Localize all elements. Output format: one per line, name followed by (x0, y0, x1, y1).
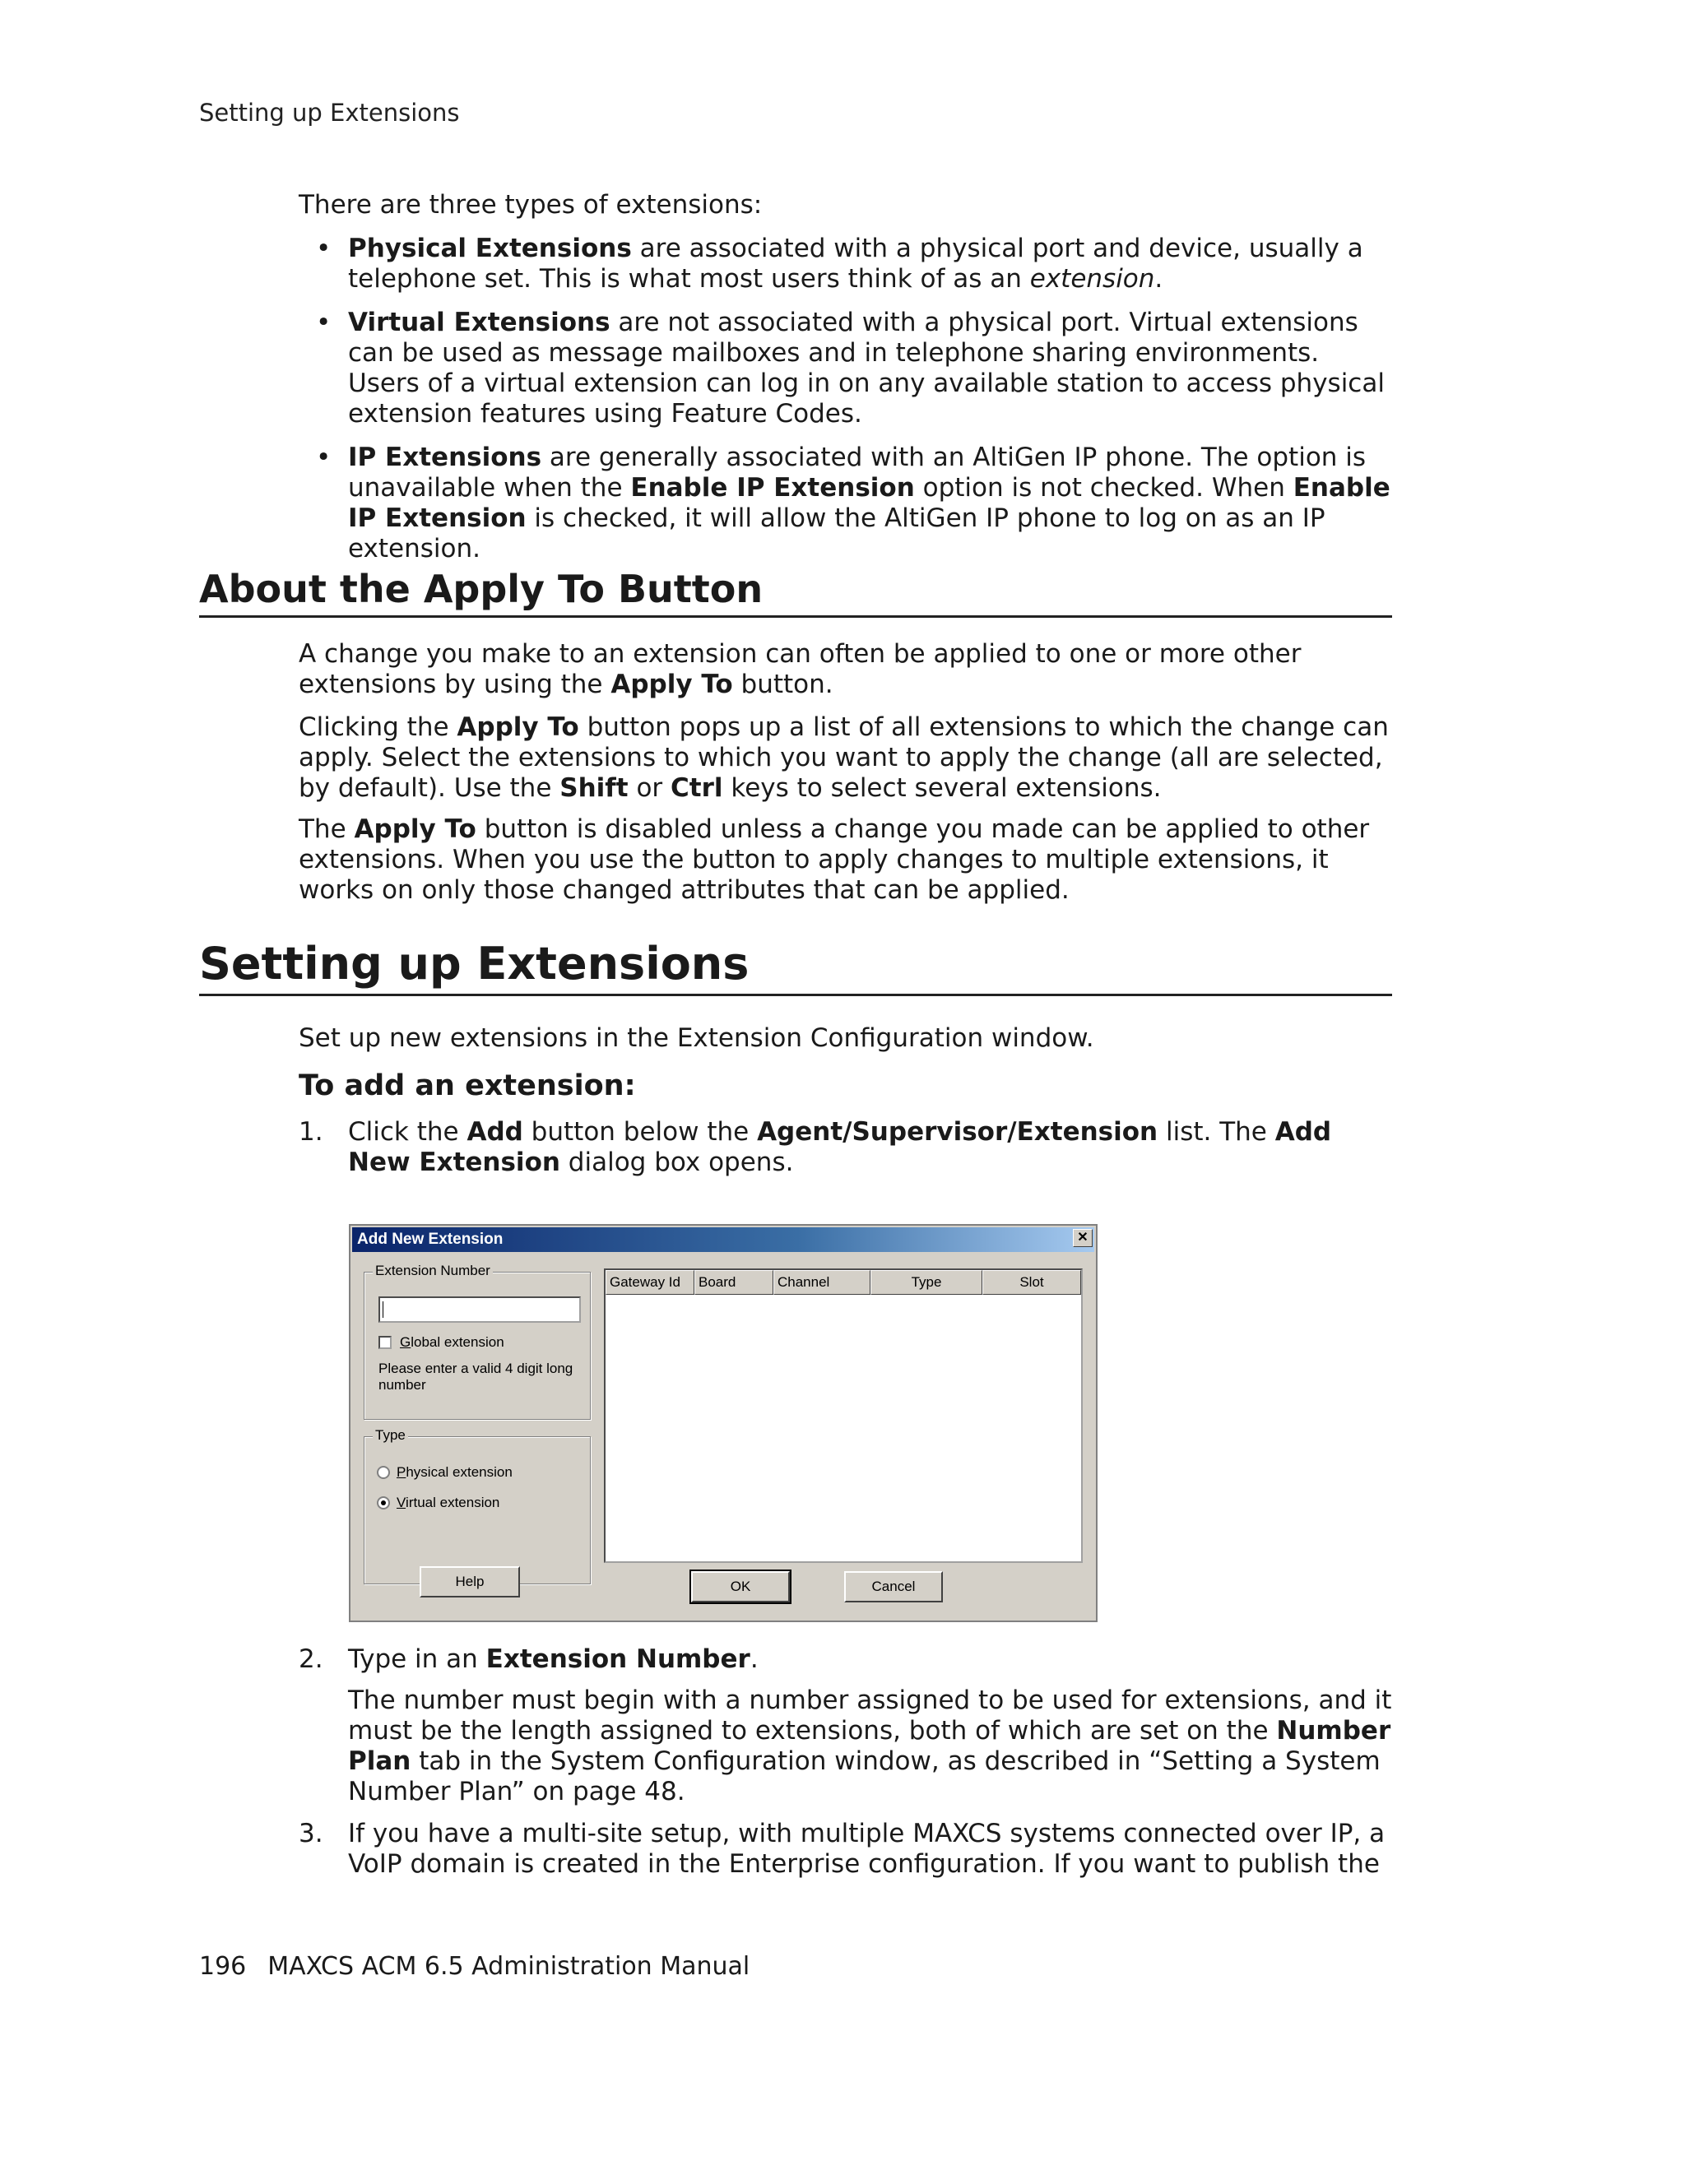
hint-text: Please enter a valid 4 digit long number (378, 1361, 573, 1393)
port-listview[interactable] (604, 1268, 1083, 1563)
global-extension-checkbox[interactable] (378, 1336, 392, 1349)
physical-extension-label[interactable] (397, 1464, 513, 1481)
step-text: dialog box opens. (559, 1148, 794, 1177)
mnemonic: G (400, 1334, 411, 1350)
column-slot[interactable]: Slot (982, 1270, 1081, 1295)
step-text: Click the (348, 1117, 467, 1147)
label-text: irtual extension (406, 1495, 500, 1510)
para-text: button is disabled unless a change you made can be applied to other extensions. When you use the button to apply changes to multiple extensions, it works on only those changed attributes that can be applied. (299, 814, 1370, 905)
bold-enable-ip: Enable IP Extension (348, 473, 1390, 533)
close-icon[interactable]: ✕ (1073, 1229, 1093, 1247)
add-new-extension-dialog (349, 1224, 1098, 1622)
step-text: The number must begin with a number assigned to be used for extensions, and it must be the length assigned to extensions, both of which are set on the (348, 1686, 1392, 1746)
step-text: If you have a multi-site setup, with multiple MAXCS systems connected over IP, a VoIP domain is created in the Enterprise configuration. If you want to publish the (348, 1819, 1386, 1879)
type-group-label: Type (373, 1427, 408, 1444)
bullet-marker: • (316, 234, 332, 263)
label-text: lobal extension (411, 1334, 504, 1350)
step-text: tab in the System Configuration window, as described in “Setting a System Number Plan” on page 48. (348, 1746, 1381, 1806)
term-physical: Physical Extensions (348, 234, 632, 263)
running-header: Setting up Extensions (199, 99, 460, 127)
global-extension-label[interactable] (400, 1334, 504, 1351)
heading-setting-up: Setting up Extensions (199, 938, 1392, 996)
ok-button[interactable]: OK (691, 1571, 790, 1602)
column-gateway-id[interactable]: Gateway Id (606, 1270, 694, 1295)
procedure-title: To add an extension: (299, 1069, 636, 1102)
bullet-marker: • (316, 308, 332, 337)
bold-ctrl: Ctrl (671, 773, 723, 803)
bold-dialog-name: Add New Extension (348, 1117, 1332, 1177)
bold-extension-number: Extension Number (485, 1644, 750, 1674)
label-text: hysical extension (406, 1464, 513, 1480)
step-number: 3. (299, 1819, 323, 1848)
dialog-title: Add New Extension (357, 1231, 504, 1248)
term-virtual: Virtual Extensions (348, 308, 610, 337)
para-text: keys to select several extensions. (722, 773, 1162, 803)
bullet-text: are generally associated with an AltiGen IP phone. The option is unavailable when the (348, 443, 1367, 503)
extension-number-input[interactable] (378, 1296, 581, 1323)
step-text: button below the (522, 1117, 758, 1147)
para-text: or (628, 773, 671, 803)
virtual-extension-radio[interactable] (377, 1496, 390, 1509)
page-footer (199, 1952, 750, 1981)
intro-lead: There are three types of extensions: (299, 190, 763, 220)
setup-intro: Set up new extensions in the Extension Configuration window. (299, 1023, 1094, 1053)
para-text: A change you make to an extension can often be applied to one or more other extensions by using the (299, 639, 1302, 699)
physical-extension-radio[interactable] (377, 1466, 390, 1479)
manual-title: MAXCS ACM 6.5 Administration Manual (267, 1952, 750, 1981)
para-text: button. (732, 670, 833, 699)
help-button[interactable]: Help (420, 1566, 520, 1597)
bullet-text: option is not checked. When (914, 473, 1293, 503)
column-channel[interactable]: Channel (773, 1270, 870, 1295)
heading-apply-to: About the Apply To Button (199, 566, 1392, 618)
bold-apply-to: Apply To (457, 712, 579, 742)
step-text: . (750, 1644, 759, 1674)
emph-extension: extension (1029, 264, 1155, 294)
mnemonic: V (397, 1495, 406, 1510)
bold-list-name: Agent/Supervisor/Extension (757, 1117, 1158, 1147)
bold-apply-to: Apply To (354, 814, 476, 844)
para-text: button pops up a list of all extensions to which the change can apply. Select the extensions to which you want to apply the change (all are selected, by default). Use the (299, 712, 1389, 803)
term-ip: IP Extensions (348, 443, 542, 472)
mnemonic: P (397, 1464, 406, 1480)
dialog-titlebar (352, 1227, 1094, 1252)
para-text: Clicking the (299, 712, 457, 742)
extension-number-group-label: Extension Number (373, 1263, 493, 1279)
apply-para-1 (299, 639, 1393, 700)
bullet-marker: • (316, 443, 332, 472)
step-text: Type in an (348, 1644, 486, 1674)
step-number: 1. (299, 1117, 323, 1147)
apply-para-2 (299, 712, 1393, 804)
bold-number-plan: Number Plan (348, 1716, 1391, 1776)
step-text: list. The (1158, 1117, 1275, 1147)
bold-add: Add (467, 1117, 523, 1147)
page-number: 196 (199, 1952, 247, 1981)
bullet-text: are associated with a physical port and device, usually a telephone set. This is what most users think of as an (348, 234, 1363, 294)
virtual-extension-label[interactable] (397, 1495, 499, 1511)
bullet-text: is checked, it will allow the AltiGen IP phone to log on as an IP extension. (348, 503, 1325, 563)
step-number: 2. (299, 1644, 323, 1674)
cancel-button[interactable]: Cancel (844, 1571, 943, 1602)
para-text: The (299, 814, 355, 844)
apply-para-3 (299, 814, 1393, 906)
bold-apply-to: Apply To (610, 670, 733, 699)
bold-shift: Shift (559, 773, 629, 803)
column-board[interactable]: Board (694, 1270, 773, 1295)
column-type[interactable]: Type (870, 1270, 982, 1295)
bold-enable-ip: Enable IP Extension (630, 473, 915, 503)
bullet-text: . (1154, 264, 1163, 294)
bullet-text: are not associated with a physical port. Virtual extensions can be used as message mailboxes and in telephone sharing environments. Users of a virtual extension can log in on any available station to access physical extension features using Feature Codes. (348, 308, 1385, 429)
